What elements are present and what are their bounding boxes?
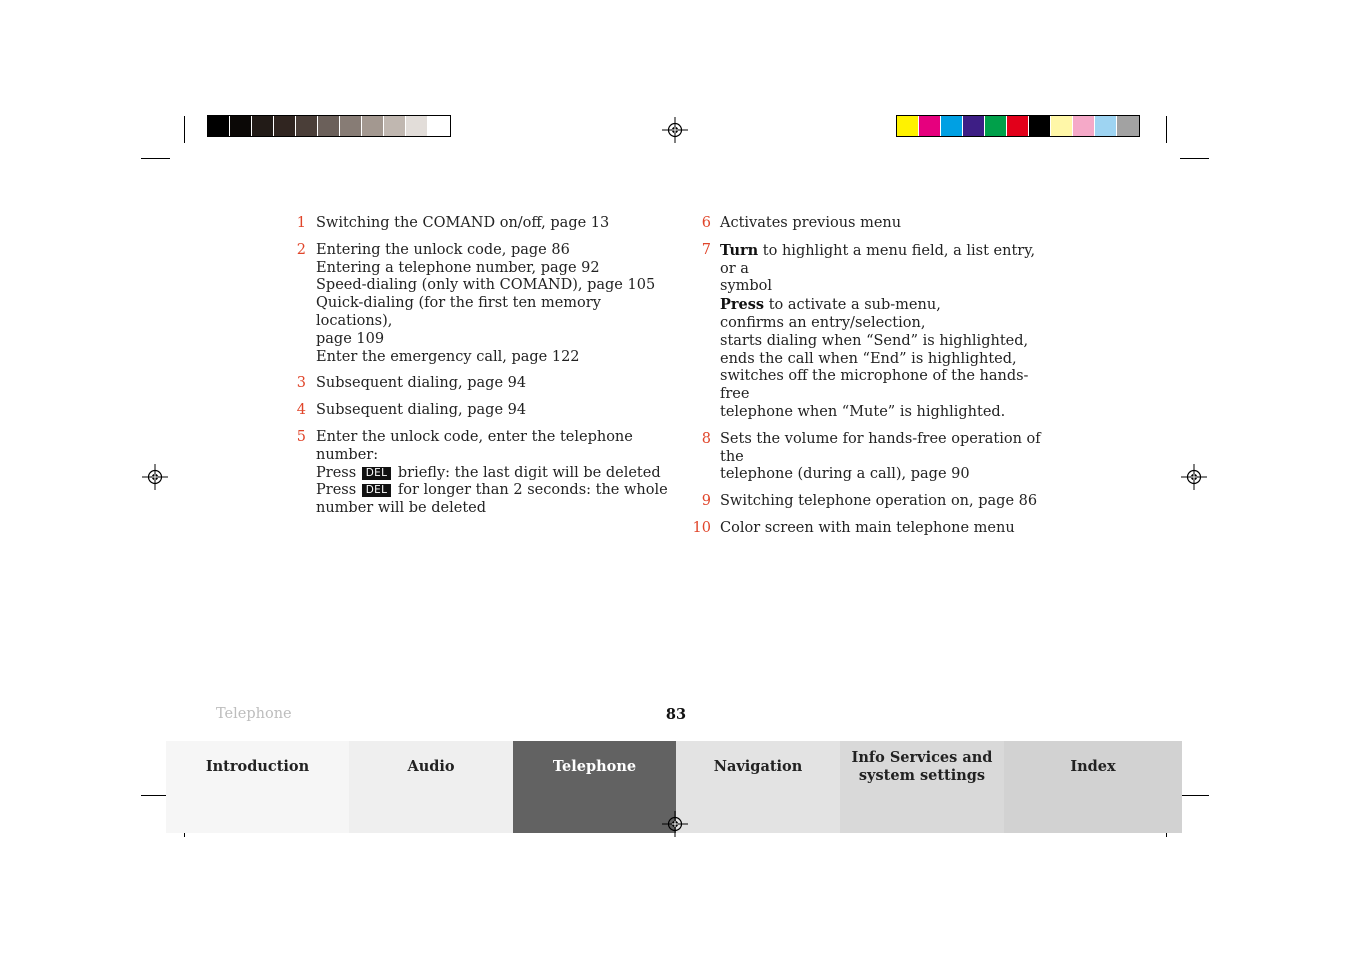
legend-item (694, 520, 1054, 538)
press-word: Press (720, 296, 765, 314)
crop-mark (141, 158, 170, 159)
color-swatch (252, 116, 274, 136)
crop-mark (1180, 158, 1209, 159)
legend-text: Entering the unlock code, page 86 (316, 241, 570, 258)
legend-number: 1 (296, 215, 306, 231)
legend-text (316, 482, 670, 500)
tab-label: Audio (407, 758, 455, 775)
legend-text: starts dialing when “Send” is highlighted, (720, 332, 1029, 349)
legend-number: 2 (296, 241, 306, 258)
legend-item (694, 493, 1054, 511)
color-swatch (897, 116, 919, 136)
footer-section-title: Telephone (216, 706, 292, 722)
legend-item (290, 242, 670, 367)
page-number: 83 (665, 706, 687, 723)
color-swatch (406, 116, 428, 136)
color-swatch (1117, 116, 1139, 136)
crop-mark (1166, 116, 1167, 143)
legend-text: Switching the COMAND on/off, page 13 (316, 215, 610, 231)
legend-number: 10 (692, 519, 711, 536)
tab-label-line: Info Services and (851, 749, 993, 766)
legend-text (316, 465, 670, 483)
grayscale-color-bar (207, 115, 451, 137)
legend-number: 3 (296, 375, 306, 392)
turn-word: Turn (720, 241, 759, 259)
color-swatch (963, 116, 985, 136)
legend-text: Activates previous menu (720, 215, 902, 231)
legend-text: number will be deleted (316, 500, 487, 517)
legend-text: Enter the unlock code, enter the telephone number: (316, 428, 633, 463)
legend-number: 8 (701, 430, 711, 447)
registration-mark-icon (142, 464, 168, 490)
legend-text: Subsequent dialing, page 94 (316, 402, 527, 419)
color-swatch (985, 116, 1007, 136)
color-swatch (340, 116, 362, 136)
color-swatch (428, 116, 450, 136)
color-swatch (919, 116, 941, 136)
process-color-bar (896, 115, 1140, 137)
legend-text: telephone (during a call), page 90 (720, 466, 970, 483)
tab-navigation[interactable] (676, 741, 840, 833)
press-description: for longer than 2 seconds: the whole (397, 482, 668, 499)
legend-item (290, 402, 670, 420)
legend-text (720, 242, 1054, 279)
legend-text: switches off the microphone of the hands-free (720, 368, 1029, 403)
legend-text: Subsequent dialing, page 94 (316, 375, 527, 392)
legend-number: 4 (296, 402, 306, 419)
color-swatch (230, 116, 252, 136)
legend-text: page 109 (316, 330, 385, 347)
color-swatch (1073, 116, 1095, 136)
legend-text: Switching telephone operation on, page 86 (720, 493, 1038, 510)
color-swatch (1007, 116, 1029, 136)
press-description: to activate a sub-menu, (768, 297, 941, 314)
color-swatch (318, 116, 340, 136)
legend-text (720, 296, 1054, 315)
color-swatch (274, 116, 296, 136)
right-legend-column (694, 215, 1054, 547)
crop-mark (184, 116, 185, 143)
press-word: Press (316, 482, 357, 499)
legend-text: Speed-dialing (only with COMAND), page 105 (316, 277, 656, 294)
legend-text: Enter the emergency call, page 122 (316, 348, 580, 365)
color-swatch (362, 116, 384, 136)
tab-telephone[interactable] (513, 741, 676, 833)
legend-number: 6 (701, 215, 711, 231)
del-key-icon: DEL (362, 484, 391, 497)
tab-introduction[interactable] (166, 741, 349, 833)
legend-text: Color screen with main telephone menu (720, 519, 1015, 536)
left-legend-column (290, 215, 670, 527)
legend-item (694, 431, 1054, 484)
press-description: briefly: the last digit will be deleted (397, 464, 661, 481)
turn-description: to highlight a menu field, a list entry, or a (720, 242, 1036, 277)
legend-item (694, 242, 1054, 422)
registration-mark-icon (662, 811, 688, 837)
color-swatch (1095, 116, 1117, 136)
legend-text: ends the call when “End” is highlighted, (720, 350, 1017, 367)
del-key-icon: DEL (362, 467, 391, 480)
legend-text: Quick-dialing (for the first ten memory locations), (316, 295, 601, 329)
legend-item (290, 215, 670, 233)
color-swatch (208, 116, 230, 136)
registration-mark-icon (1181, 464, 1207, 490)
legend-text: symbol (720, 278, 773, 295)
registration-mark-icon (662, 117, 688, 143)
tab-audio[interactable] (349, 741, 513, 833)
legend-text: Sets the volume for hands-free operation of the (720, 430, 1041, 465)
legend-number: 7 (701, 241, 711, 258)
legend-number: 5 (296, 428, 306, 445)
color-swatch (1051, 116, 1073, 136)
tab-index[interactable] (1004, 741, 1182, 833)
tab-label: Navigation (713, 758, 803, 775)
legend-item (290, 429, 670, 518)
tab-label: Telephone (552, 758, 637, 775)
color-swatch (384, 116, 406, 136)
legend-number: 9 (701, 493, 711, 510)
color-swatch (1029, 116, 1051, 136)
color-swatch (941, 116, 963, 136)
tab-label-line: system settings (858, 767, 986, 784)
legend-text: telephone when “Mute” is highlighted. (720, 403, 1006, 420)
press-word: Press (316, 464, 357, 481)
legend-item (694, 215, 1054, 233)
legend-text: Entering a telephone number, page 92 (316, 259, 600, 276)
tab-label: Index (1070, 758, 1116, 775)
legend-item (290, 375, 670, 393)
tab-info-services[interactable] (840, 741, 1004, 833)
color-swatch (296, 116, 318, 136)
crop-mark (1180, 795, 1209, 796)
tab-label: Introduction (205, 758, 310, 775)
legend-text: confirms an entry/selection, (720, 314, 926, 331)
